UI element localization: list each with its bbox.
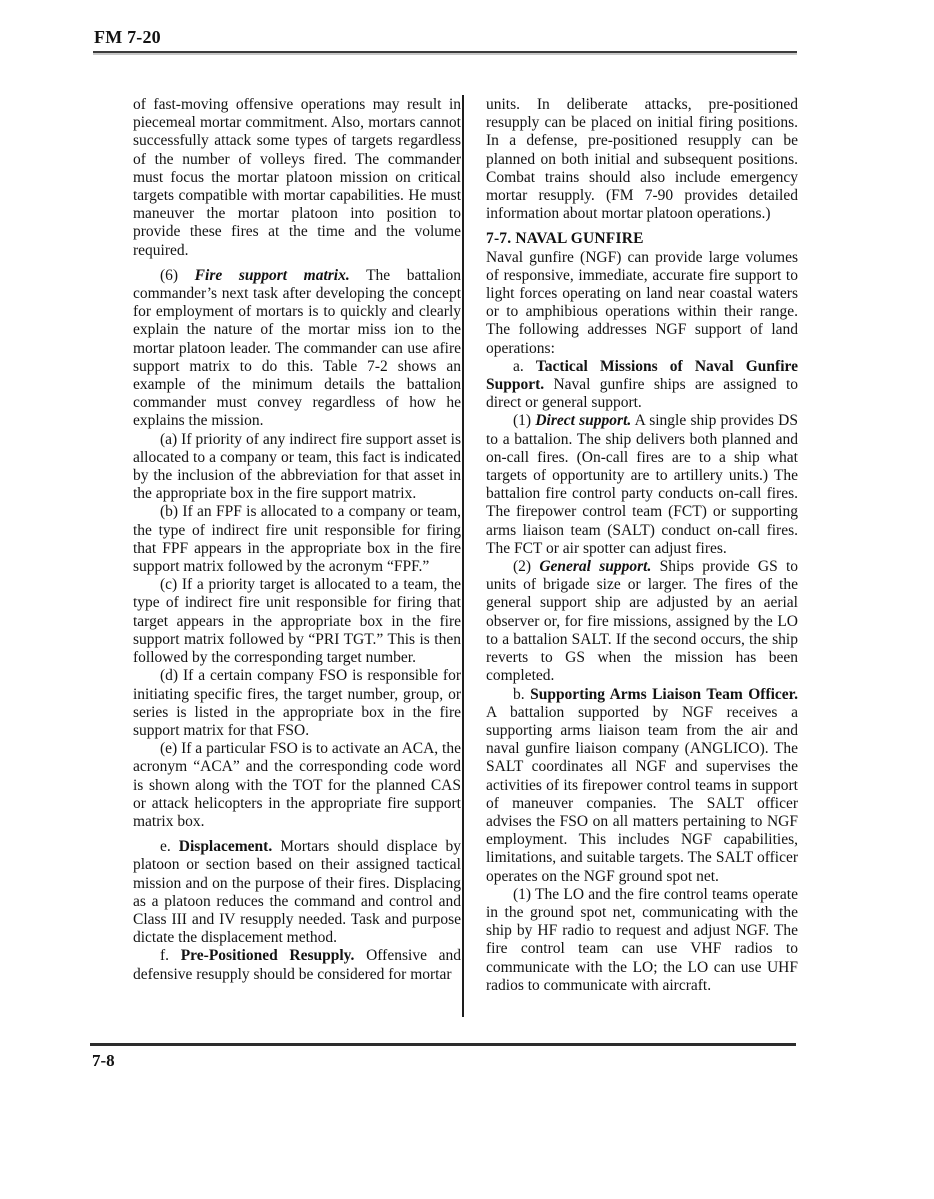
text-run: Displacement.: [178, 838, 273, 856]
text-run: Supporting Arms Liaison Team Officer.: [530, 685, 799, 703]
column-divider: [462, 95, 464, 1017]
text-run: (b) If an FPF is allocated to a company or team, the type of indirect fire unit responsible for firing that FPF appears in the appropriate box in the fire support matrix followed by the acronym “FPF.”: [133, 503, 461, 576]
paragraph: [486, 558, 798, 685]
text-run: b.: [513, 685, 531, 703]
text-run: Pre-Positioned Resupply.: [180, 947, 355, 965]
text-run: (1) The LO and the fire control teams operate in the ground spot net, communicating with the ship by HF radio to request and adjust NGF. The fire control team can use VHF radios to communicate with the LO; the LO can use UHF radios to communicate with aircraft.: [486, 885, 798, 994]
section-heading: [486, 230, 798, 248]
text-run: (6): [160, 266, 195, 284]
paragraph: [133, 431, 461, 504]
paragraph: [486, 686, 798, 886]
paragraph: [133, 667, 461, 740]
text-run: (1): [513, 412, 536, 430]
text-run: 7-7. NAVAL GUNFIRE: [486, 230, 644, 248]
text-run: (c) If a priority target is allocated to a team, the type of indirect fire unit responsible for firing that target appears in the appropriate box in the fire support matrix followed by “PRI TGT.” This is then followed by the corresponding target number.: [133, 576, 461, 667]
footer-rule: [90, 1043, 796, 1046]
text-run: (a) If priority of any indirect fire support asset is allocated to a company or team, this fact is indicated by the inclusion of the abbreviation for that asset in the appropriate box in the fire support matrix.: [133, 430, 461, 503]
paragraph: [486, 358, 798, 413]
right-column: [486, 96, 798, 995]
text-run: of fast-moving offensive operations may result in piecemeal mortar commitment. Also, mortars cannot successfully attack some types of targets regardless of the number of volleys fired. The commander must focus the mortar platoon mission on critical targets compatible with mortar capabilities. He must maneuver the mortar platoon into position to provide these fires at the time and the volume required.: [133, 96, 461, 259]
text-run: Naval gunfire (NGF) can provide large volumes of responsive, immediate, accurate fire support to light forces operating on land near coastal waters or to amphibious operations within their range. The following addresses NGF support of land operations:: [486, 248, 798, 357]
doc-code: FM 7-20: [94, 27, 161, 47]
text-run: (2): [513, 558, 540, 576]
text-run: Fire support matrix.: [194, 266, 350, 284]
paragraph: [486, 96, 798, 223]
paragraph: [133, 740, 461, 831]
paragraph: [133, 267, 461, 431]
text-run: A single ship provides DS to a battalion. The ship delivers both planned and on-call fires. (On-call fires are to a ship what targets of opportunity are to artillery units.) The battalion fire control party conducts on-call fires. The firepower control team (FCT) or supporting arms liaison team (SALT) conduct on-call fires. The FCT or air spotter can adjust fires.: [486, 412, 798, 557]
text-run: The battalion commander’s next task after developing the concept for employment of mortars is to quickly and clearly explain the nature of the mortar miss ion to the mortar platoon leader. The commander can use afire support matrix to do this. Table 7-2 shows an example of the minimum details the battalion commander must convey regardless of how he explains the mission.: [133, 266, 461, 430]
text-run: Naval gunfire ships are assigned to direct or general support.: [486, 376, 798, 412]
left-column: [133, 96, 461, 984]
text-run: Tactical Missions of Naval Gunfire Support.: [486, 357, 798, 394]
paragraph: [133, 503, 461, 576]
paragraph: [133, 947, 461, 983]
text-run: (d) If a certain company FSO is responsible for initiating specific fires, the target number, group, or series is listed in the appropriate box in the fire support matrix for that FSO.: [133, 667, 461, 739]
paragraph: [486, 886, 798, 995]
text-run: Mortars should displace by platoon or section based on their assigned tactical mission and on the purpose of their fires. Displacing as a platoon reduces the command and control and Class III and IV resupply needed. Task and purpose dictate the displacement method.: [133, 838, 461, 947]
paragraph: [486, 249, 798, 358]
text-run: Offensive and defensive resupply should be considered for mortar: [133, 947, 461, 983]
page-number: 7-8: [92, 1051, 115, 1070]
text-run: f.: [160, 947, 181, 965]
text-run: (e) If a particular FSO is to activate an ACA, the acronym “ACA” and the corresponding code word is shown along with the TOT for the planned CAS or attack helicopters in the appropriate fire support matrix box.: [133, 740, 461, 830]
text-run: A battalion supported by NGF receives a supporting arms liaison team from the air and naval gunfire liaison company (ANGLICO). The SALT coordinates all NGF and supervises the activities of its firepower control teams in support of maneuver companies. The SALT officer advises the FSO on all matters pertaining to NGF employment. This includes NGF capabilities, limitations, and suitable targets. The SALT officer operates on the NGF ground spot net.: [486, 703, 798, 885]
text-run: a.: [513, 357, 536, 375]
paragraph: [133, 96, 461, 260]
text-run: General support.: [539, 558, 652, 576]
text-run: Ships provide GS to units of brigade size or larger. The fires of the general support ship are adjusted by an aerial observer or, for fire missions, assigned by the LO to a battalion SALT. If the second occurs, the ship reverts to GS when the mission has been completed.: [486, 558, 799, 685]
text-run: units. In deliberate attacks, pre-positioned resupply can be placed on initial firing positions. In a defense, pre-positioned resupply can be planned on both initial and subsequent positions. Combat trains should also include emergency mortar resupply. (FM 7-90 provides detailed information about mortar platoon operations.): [486, 96, 798, 223]
header-rule: [93, 51, 797, 55]
text-run: Direct support.: [535, 412, 632, 430]
text-run: e.: [160, 838, 179, 856]
paragraph: [133, 838, 461, 947]
paragraph: [486, 412, 798, 558]
paragraph: [133, 576, 461, 667]
